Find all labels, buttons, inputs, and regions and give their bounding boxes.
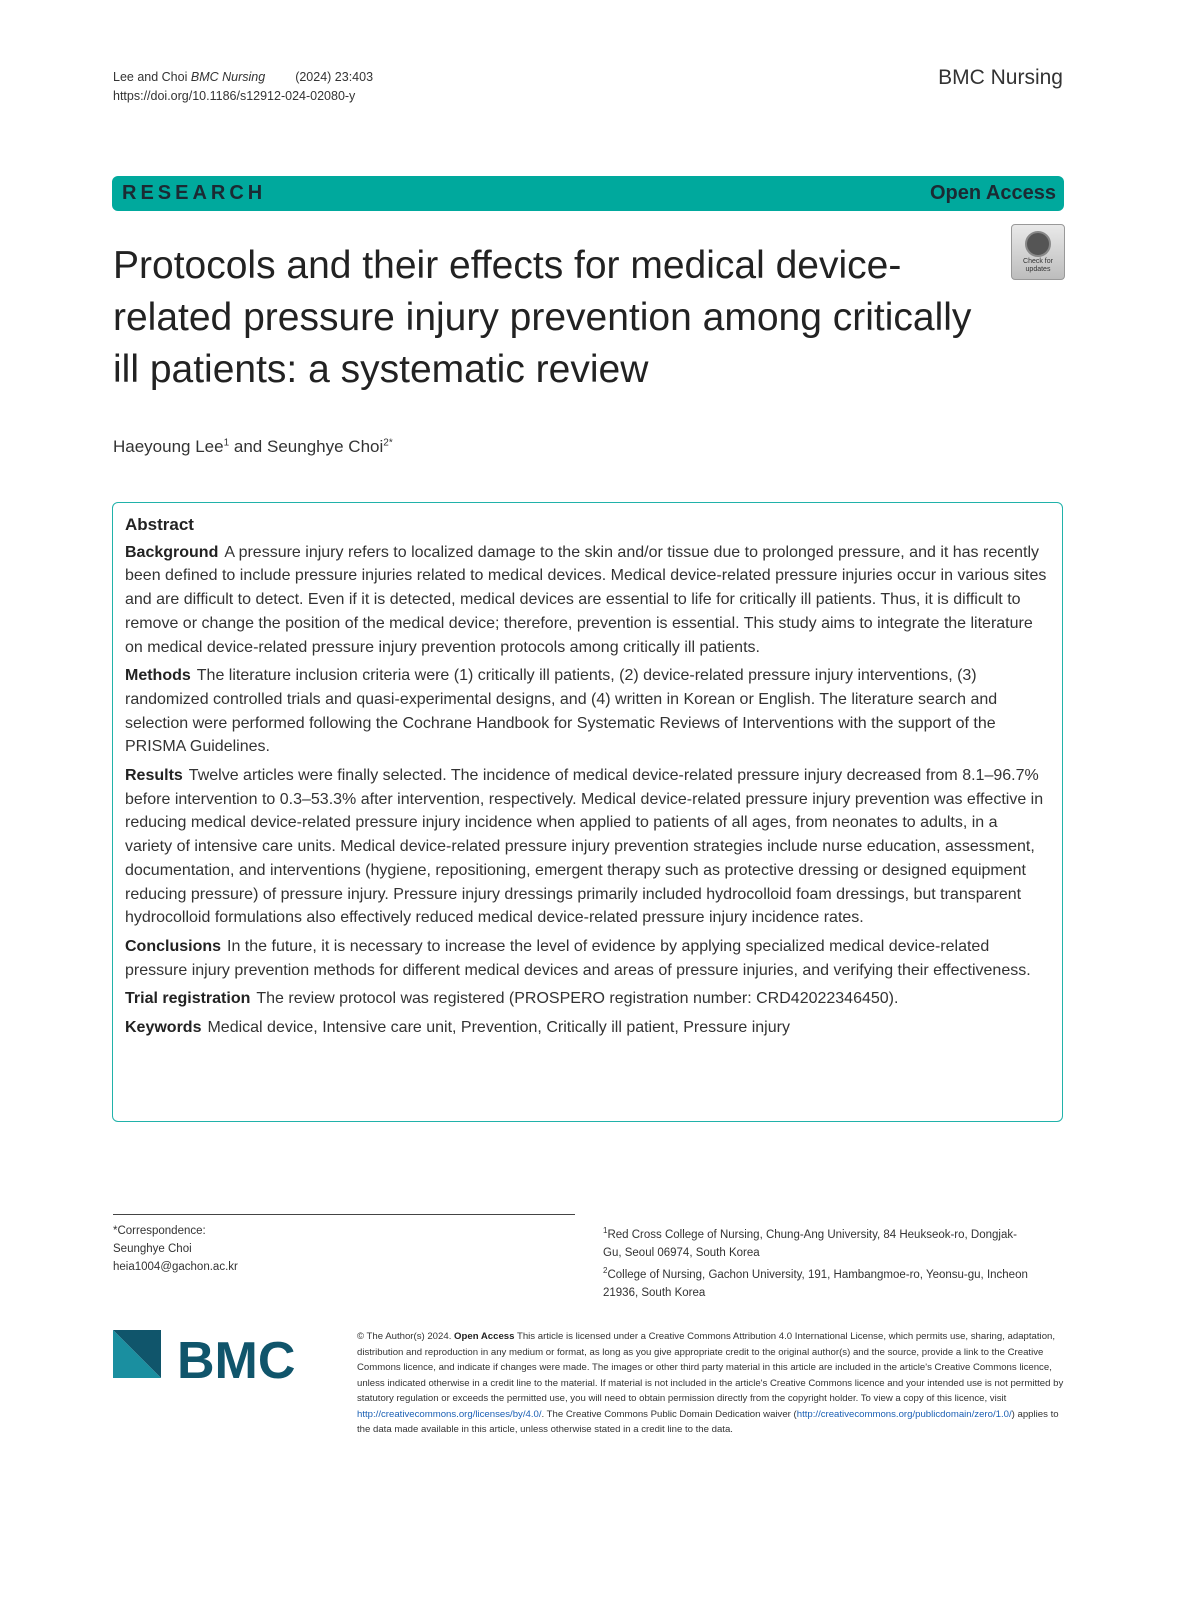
check-for-updates-badge	[1025, 231, 1051, 257]
correspondence-email[interactable]: heia1004@gachon.ac.kr	[113, 1261, 238, 1273]
section-text: Medical device, Intensive care unit, Prevention, Critically ill patient, Pressure injury	[207, 1019, 790, 1037]
section-label: Background	[125, 543, 219, 561]
correspondence-block	[113, 1222, 238, 1276]
section-label: Conclusions	[125, 937, 222, 955]
copyright-notice: © The Author(s) 2024.	[357, 1331, 452, 1342]
affiliation-mark: 1	[603, 1226, 608, 1235]
license-link[interactable]: http://creativecommons.org/licenses/by/4.0/	[357, 1408, 542, 1420]
license-body-3: ) applies to the data made available in this article, unless otherwise stated in a credit line to the data.	[357, 1408, 1059, 1435]
author-affiliation-mark: 2*	[383, 437, 393, 449]
bmc-logo-text: BMC	[177, 1332, 296, 1390]
section-label: Methods	[125, 667, 191, 685]
affiliation-text: Red Cross College of Nursing, Chung-Ang University, 84 Heukseok-ro, Dongjak-Gu, Seoul 06974, South Korea	[603, 1228, 1017, 1259]
bmc-logo	[113, 1330, 327, 1393]
open-access-label: Open Access	[930, 182, 1056, 204]
license-body-2: . The Creative Commons Public Domain Dedication waiver (	[541, 1408, 797, 1420]
section-label: Keywords	[125, 1019, 202, 1037]
author-name[interactable]: Haeyoung Lee	[113, 437, 224, 456]
affiliation-item	[603, 1262, 1033, 1302]
section-text: Twelve articles were finally selected. The incidence of medical device-related pressure injury decreased from 8.1–96.7% before intervention to 0.3–53.3% after intervention, respectively. Medical device-related pressure injury prevention was effective in reducing medical device-related pressure injury incidence when applied to patients of all ages, from neonates to adults, in a variety of intensive care units. Medical device-related pressure injury prevention strategies include nurse education, assessment, documentation, and interventions (hygiene, repositioning, emergent therapy such as protective dressing or designed equipment reducing pressure) of pressure injury. Pressure injury dressings primarily included hydrocolloid foam dressings, but transparent hydrocolloid formulations also effectively reduced medical device-related pressure injury incidence rates.	[125, 767, 1044, 927]
open-access-tag: Open Access	[454, 1331, 515, 1342]
license-body: This article is licensed under a Creative Commons Attribution 4.0 International License, which permits use, sharing, adaptation, distribution and reproduction in any medium or format, as long as you give appropriate credit to the original author(s) and the source, provide a link to the Creative Commons licence, and indicate if changes were made. The images or other third party material in this article are included in the article's Creative Commons licence, unless indicated otherwise in a credit line to the material. If material is not included in the article's Creative Commons licence and your intended use is not permitted by statutory regulation or exceeds the permitted use, you will need to obtain permission directly from the copyright holder. To view a copy of this licence, visit	[357, 1331, 1064, 1404]
running-header	[113, 68, 373, 106]
author-affiliation-mark: 1	[223, 437, 230, 449]
license-text	[357, 1329, 1065, 1438]
author-joiner: and	[233, 437, 263, 456]
public-domain-link[interactable]: http://creativecommons.org/publicdomain/zero/1.0/	[796, 1408, 1012, 1420]
affiliation-item	[603, 1222, 1033, 1262]
header-journal: BMC Nursing	[190, 70, 266, 84]
abstract-section-trial-registration	[125, 987, 1049, 1011]
abstract-section-results	[125, 764, 1049, 930]
check-for-updates-label: Check for updates	[1023, 258, 1053, 273]
abstract-box	[112, 502, 1063, 1122]
citation-line	[113, 68, 373, 87]
doi-link[interactable]: https://doi.org/10.1186/s12912-024-02080-y	[113, 89, 356, 103]
header-authors: Lee and Choi	[113, 70, 188, 84]
footnote-divider	[113, 1214, 575, 1215]
section-label: Trial registration	[125, 990, 251, 1008]
correspondence-heading: *Correspondence:	[113, 1225, 206, 1237]
author-list	[113, 437, 393, 457]
header-citation: (2024) 23:403	[295, 70, 374, 84]
abstract-section-background	[125, 541, 1049, 660]
check-for-updates-icon[interactable]	[1011, 224, 1065, 280]
abstract-section-keywords	[125, 1016, 1049, 1040]
abstract-heading: Abstract	[125, 515, 194, 534]
correspondence-name: Seunghye Choi	[113, 1243, 192, 1255]
abstract-section-methods	[125, 664, 1049, 759]
section-label: Results	[125, 767, 183, 785]
section-text: The review protocol was registered (PROSPERO registration number: CRD42022346450).	[256, 990, 899, 1008]
journal-name: BMC Nursing	[938, 66, 1063, 89]
article-type-banner	[112, 176, 1064, 211]
affiliations-block	[603, 1222, 1033, 1302]
abstract-section-conclusions	[125, 935, 1049, 982]
affiliation-text: College of Nursing, Gachon University, 191, Hambangmoe-ro, Yeonsu-gu, Incheon 21936, South Korea	[603, 1268, 1028, 1299]
section-text: In the future, it is necessary to increase the level of evidence by applying specialized medical device-related pressure injury prevention methods for different medical devices and areas of pressure injuries, and verifying their effectiveness.	[125, 937, 1031, 979]
affiliation-mark: 2	[603, 1265, 608, 1275]
article-title: Protocols and their effects for medical device-related pressure injury prevention among critically ill patients: a systematic review	[113, 244, 972, 391]
author-name[interactable]: Seunghye Choi	[267, 437, 384, 456]
article-type: RESEARCH	[122, 182, 267, 204]
section-text: A pressure injury refers to localized damage to the skin and/or tissue due to prolonged pressure, and it has recently been defined to include pressure injuries related to medical devices. Medical device-related pressure injuries occur in various sites and are difficult to detect. Even if it is detected, medical devices are essential to life for critically ill patients. Thus, it is difficult to remove or change the position of the medical device; therefore, prevention is essential. This study aims to integrate the literature on medical device-related pressure injury prevention protocols among critically ill patients.	[125, 543, 1047, 656]
section-text: The literature inclusion criteria were (1) critically ill patients, (2) device-related pressure injury interventions, (3) randomized controlled trials and quasi-experimental designs, and (4) written in Korean or English. The literature search and selection were performed following the Cochrane Handbook for Systematic Reviews of Interventions with the support of the PRISMA Guidelines.	[125, 667, 998, 756]
